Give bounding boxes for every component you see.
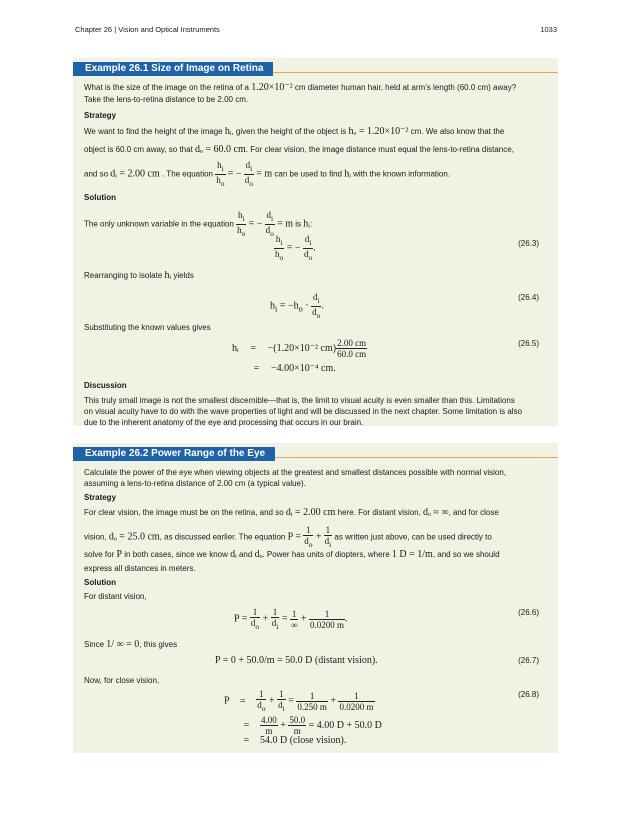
discussion-heading: Discussion bbox=[84, 381, 127, 390]
equation-number-26-7: (26.7) bbox=[518, 656, 539, 665]
equation-26-5-line-1: hᵢ = −(1.20×10⁻² cm) $\frac{2.00 cm}{60.0 cm}$ bbox=[232, 338, 367, 359]
strategy-line-1: We want to find the height of the image hᵢ, given the height of the object is hₒ = 1.20×10⁻² cm. We also know that the bbox=[84, 126, 505, 137]
strategy-line-2: object is 60.0 cm away, so that dₒ = 60.0 cm. For clear vision, the image distance must equal the lens-to-retina distance, bbox=[84, 144, 514, 155]
page-number: 1033 bbox=[540, 25, 557, 34]
example-26-2-title-bar bbox=[73, 443, 558, 458]
equation-number-26-4: (26.4) bbox=[518, 293, 539, 302]
q2-line-1: Calculate the power of the eye when viewing objects at the greatest and smallest distances possible with normal vision, bbox=[84, 468, 507, 477]
equation-number-26-6: (26.6) bbox=[518, 608, 539, 617]
substitute-line: Substituting the known values gives bbox=[84, 323, 211, 332]
strategy-2-line-3: solve for P in both cases, since we know dᵢ and dₒ. Power has units of diopters, where 1 D = 1/m, and so we should bbox=[84, 549, 500, 560]
chapter-title: Chapter 26 | Vision and Optical Instruments bbox=[75, 25, 220, 34]
example-26-2-box bbox=[73, 443, 558, 753]
solution-heading: Solution bbox=[84, 193, 116, 202]
rearrange-line: Rearranging to isolate hᵢ yields bbox=[84, 270, 194, 281]
equation-number-26-5: (26.5) bbox=[518, 339, 539, 348]
equation-26-8-line-2: = $\frac{4.00}{m}$ + $\frac{50.0}{m}$ = 4.00 D + 50.0 D bbox=[243, 715, 382, 736]
equation-26-8-line-1: P = $\frac{1}{d_o}$ + $\frac{1}{d_i}$ = $\frac{1}{0.250 m}$ + $\frac{1}{0.0200 m}$ bbox=[224, 689, 374, 713]
strategy-2-line-4: express all distances in meters. bbox=[84, 564, 196, 573]
solution-line-1: The only unknown variable in the equation $\frac{h_i}{h_o}$ = − $\frac{d_i}{d_o}$ = m is hᵢ: bbox=[84, 210, 313, 238]
equation-26-7: P = 0 + 50.0/m = 50.0 D (distant vision). bbox=[215, 655, 378, 666]
equation-26-6: P = $\frac{1}{d_o}$ + $\frac{1}{d_i}$ = $\frac{1}{\infty}$ + $\frac{1}{0.0200 m}$ . bbox=[234, 607, 348, 631]
page-header bbox=[75, 25, 557, 34]
equation-26-4: $h_i = -h_o$ · $\frac{d_i}{d_o}$ . bbox=[270, 292, 324, 320]
discussion-line-2: on visual acuity have to do with the wave properties of light and will be discussed in the next chapter. Some limitation is also bbox=[84, 407, 523, 416]
example-26-1-box bbox=[73, 58, 558, 426]
since-line: Since 1/ ∞ = 0, this gives bbox=[84, 639, 178, 650]
example-26-1-title-bar bbox=[73, 58, 558, 73]
equation-26-3: $\frac{h_i}{h_o}$ = − $\frac{d_i}{d_o}$ . bbox=[275, 234, 316, 262]
strategy-line-3: and so dᵢ = 2.00 cm . The equation $\frac{h_i}{h_o}$ = − $\frac{d_i}{d_o}$ = m can be used to find hᵢ with the known information. bbox=[84, 160, 451, 188]
strategy-2-heading: Strategy bbox=[84, 493, 117, 502]
strategy-2-line-2: vision, dₒ = 25.0 cm, as discussed earlier. The equation P = $\frac{1}{d_o}$ + $\frac{1}{d_i}$ as written just above, can be used directly to bbox=[84, 525, 492, 549]
example-26-1-title: Example 26.1 Size of Image on Retina bbox=[73, 62, 273, 76]
question-line-2: Take the lens-to-retina distance to be 2.00 cm. bbox=[84, 95, 249, 104]
strategy-2-line-1: For clear vision, the image must be on the retina, and so dᵢ = 2.00 cm here. For distant vision, dₒ ≈ ∞, and for close bbox=[84, 507, 499, 518]
strategy-heading: Strategy bbox=[84, 111, 117, 120]
distant-line: For distant vision, bbox=[84, 592, 147, 601]
q2-line-2: assuming a lens-to-retina distance of 2.00 cm (a typical value). bbox=[84, 479, 306, 488]
equation-number-26-3: (26.3) bbox=[518, 239, 539, 248]
equation-number-26-8: (26.8) bbox=[518, 690, 539, 699]
example-26-2-title: Example 26.2 Power Range of the Eye bbox=[73, 447, 275, 461]
discussion-line-3: due to the inherent anatomy of the eye and processing that occurs in our brain. bbox=[84, 418, 364, 427]
solution-2-heading: Solution bbox=[84, 578, 116, 587]
equation-26-8-line-3: = 54.0 D (close vision). bbox=[243, 735, 347, 746]
close-line: Now, for close vision, bbox=[84, 676, 160, 685]
question-line-1: What is the size of the image on the retina of a 1.20×10⁻² cm diameter human hair, held at arm’s length (60.0 cm) away? bbox=[84, 82, 517, 93]
discussion-line-1: This truly small image is not the smallest discernible—that is, the limit to visual acuity is even smaller than this. Limitations bbox=[84, 396, 515, 405]
equation-26-5-line-2: = −4.00×10⁻⁴ cm. bbox=[253, 363, 336, 374]
